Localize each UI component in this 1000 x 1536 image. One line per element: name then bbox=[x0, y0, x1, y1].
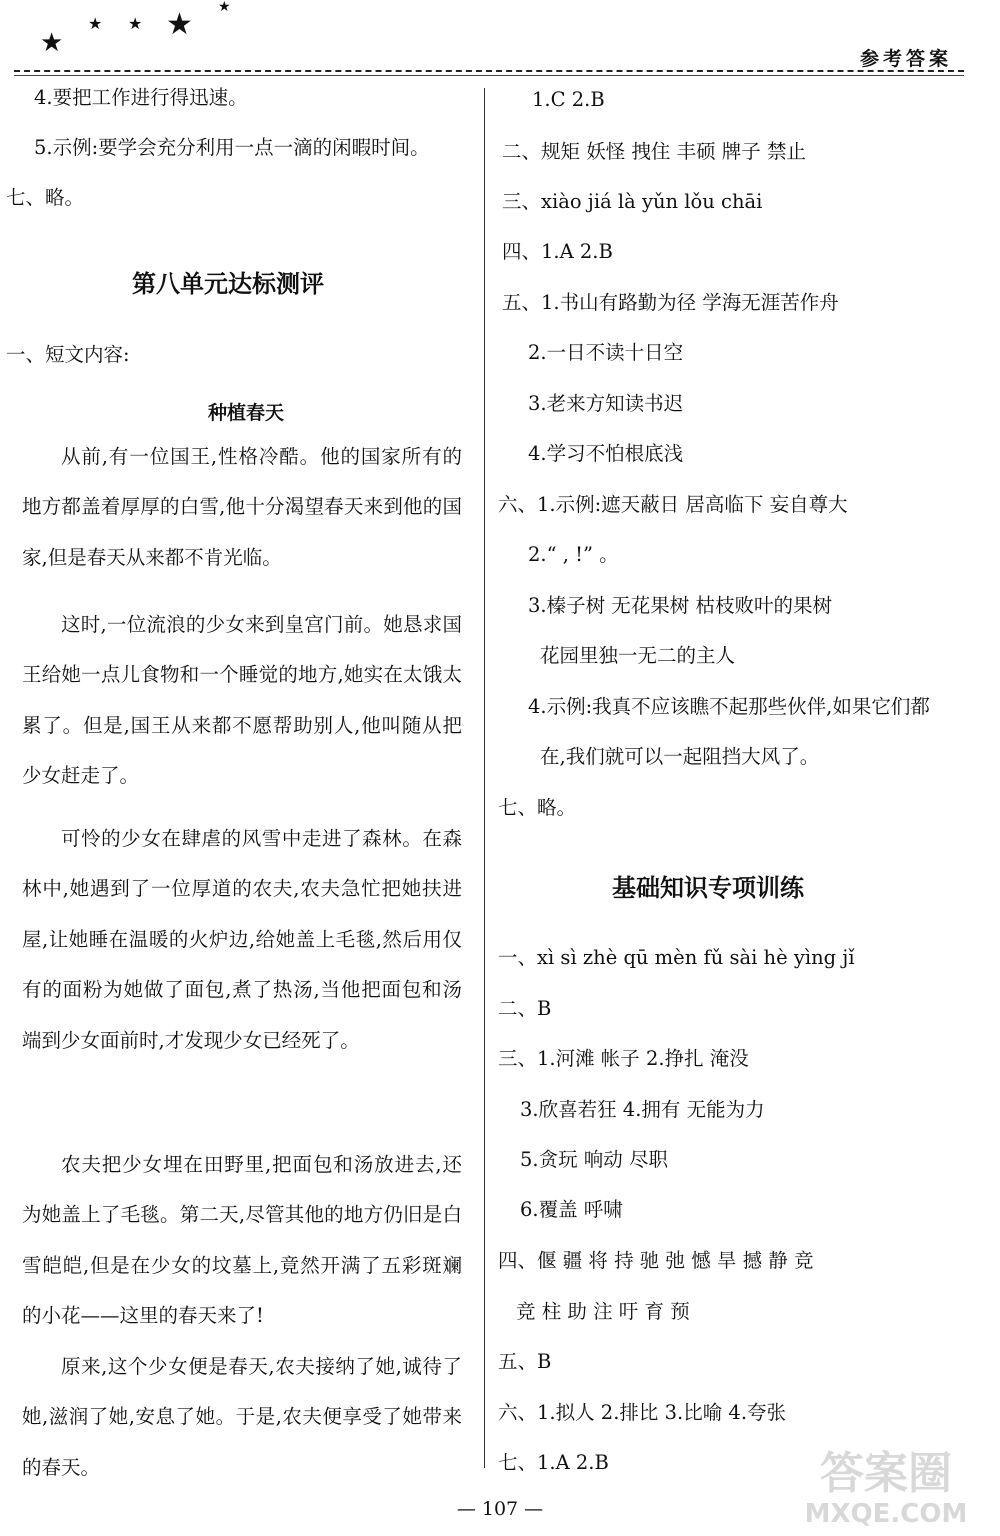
answer-line: 六、1.拟人 2.排比 3.比喻 4.夸张 bbox=[498, 1401, 787, 1424]
paragraph-text: 农夫把少女埋在田野里,把面包和汤放进去,还为她盖上了毛毯。第二天,尽管其他的地方仍旧是白雪皑皑,但是在少女的坟墓上,竟然开满了五彩斑斓的小花——这里的春天来了! bbox=[22, 1153, 462, 1328]
answer-line: 三、1.河滩 帐子 2.挣扎 淹没 bbox=[498, 1047, 749, 1070]
answer-line: 七、1.A 2.B bbox=[498, 1451, 609, 1474]
header-rule bbox=[14, 70, 964, 72]
answer-line: 3.欣喜若狂 4.拥有 无能为力 bbox=[520, 1098, 765, 1121]
answer-line: 4.要把工作进行得迅速。 bbox=[34, 86, 248, 109]
header-title: 参考答案 bbox=[859, 48, 952, 70]
star-icon: ★ bbox=[218, 0, 231, 15]
story-title: 种植春天 bbox=[208, 402, 285, 424]
star-icon: ★ bbox=[166, 7, 193, 42]
star-icon: ★ bbox=[128, 14, 143, 33]
paragraph-text: 这时,一位流浪的少女来到皇宫门前。她恳求国王给她一点儿食物和一个睡觉的地方,她实在太饿太累了。但是,国王从来都不愿帮助别人,他叫随从把少女赶走了。 bbox=[22, 613, 462, 788]
answer-line: 2.“ , !” 。 bbox=[528, 543, 619, 566]
column-divider bbox=[484, 88, 485, 1468]
answer-line: 3.榛子树 无花果树 枯枝败叶的果树 bbox=[528, 594, 833, 617]
answer-line: 五、1.书山有路勤为径 学海无涯苦作舟 bbox=[502, 291, 839, 314]
answer-line: 一、xì sì zhè qū mèn fǔ sài hè yìng jǐ bbox=[498, 946, 855, 969]
question-label: 一、短文内容: bbox=[6, 343, 130, 366]
answer-line: 六、1.示例:遮天蔽日 居高临下 妄自尊大 bbox=[498, 493, 848, 516]
answer-line: 二、B bbox=[498, 997, 552, 1020]
story-paragraph bbox=[22, 814, 462, 1066]
section-title: 基础知识专项训练 bbox=[612, 874, 804, 902]
answer-line: 5.贪玩 响动 尽职 bbox=[520, 1148, 669, 1171]
star-icon: ★ bbox=[40, 28, 64, 58]
answer-line: 四、1.A 2.B bbox=[502, 240, 613, 263]
answer-line: 四、偃 疆 将 持 驰 弛 憾 旱 撼 静 竞 bbox=[498, 1249, 814, 1272]
page-number: — 107 — bbox=[456, 1498, 544, 1520]
answer-line: 七、略。 bbox=[498, 796, 577, 819]
section-title: 第八单元达标测评 bbox=[132, 270, 324, 298]
story-paragraph bbox=[22, 600, 462, 802]
answer-line: 2.一日不读十日空 bbox=[528, 341, 684, 364]
paragraph-text: 从前,有一位国王,性格冷酷。他的国家所有的地方都盖着厚厚的白雪,他十分渴望春天来到他的国家,但是春天从来都不肯光临。 bbox=[22, 445, 462, 569]
answer-line: 五、B bbox=[498, 1350, 552, 1373]
answer-line: 在,我们就可以一起阻挡大风了。 bbox=[540, 745, 820, 768]
header-stars bbox=[0, 0, 260, 60]
answer-line: 5.示例:要学会充分利用一点一滴的闲暇时间。 bbox=[34, 136, 430, 159]
paragraph-text: 可怜的少女在肆虐的风雪中走进了森林。在森林中,她遇到了一位厚道的农夫,农夫急忙把她扶进屋,让她睡在温暖的火炉边,给她盖上毛毯,然后用仅有的面粉为她做了面包,煮了热汤,当他把面包和汤端到少女面前时,才发现少女已经死了。 bbox=[22, 827, 462, 1052]
paragraph-text: 原来,这个少女便是春天,农夫接纳了她,诚待了她,滋润了她,安息了她。于是,农夫便享受了她带来的春天。 bbox=[22, 1355, 462, 1479]
story-paragraph bbox=[22, 432, 462, 583]
answer-line: 二、规矩 妖怪 拽住 丰硕 牌子 禁止 bbox=[502, 140, 806, 163]
answer-line: 竞 柱 助 注 吁 育 预 bbox=[516, 1300, 690, 1323]
star-icon: ★ bbox=[88, 14, 103, 33]
answer-line: 4.示例:我真不应该瞧不起那些伙伴,如果它们都 bbox=[528, 695, 930, 718]
answer-line: 6.覆盖 呼啸 bbox=[520, 1198, 623, 1221]
svg-text:MXQE.COM: MXQE.COM bbox=[804, 1499, 968, 1529]
header-rule bbox=[14, 75, 964, 76]
svg-text:答案圈: 答案圈 bbox=[820, 1448, 952, 1499]
answer-line: 花园里独一无二的主人 bbox=[540, 644, 736, 667]
answer-line: 3.老来方知读书迟 bbox=[528, 392, 684, 415]
answer-line: 1.C 2.B bbox=[532, 88, 605, 111]
answer-line: 4.学习不怕根底浅 bbox=[528, 442, 684, 465]
story-paragraph bbox=[22, 1342, 462, 1493]
watermark-logo bbox=[786, 1438, 986, 1530]
answer-line: 三、xiào jiá là yǔn lǒu chāi bbox=[502, 190, 763, 213]
story-paragraph bbox=[22, 1140, 462, 1342]
answer-line: 七、略。 bbox=[6, 186, 85, 209]
